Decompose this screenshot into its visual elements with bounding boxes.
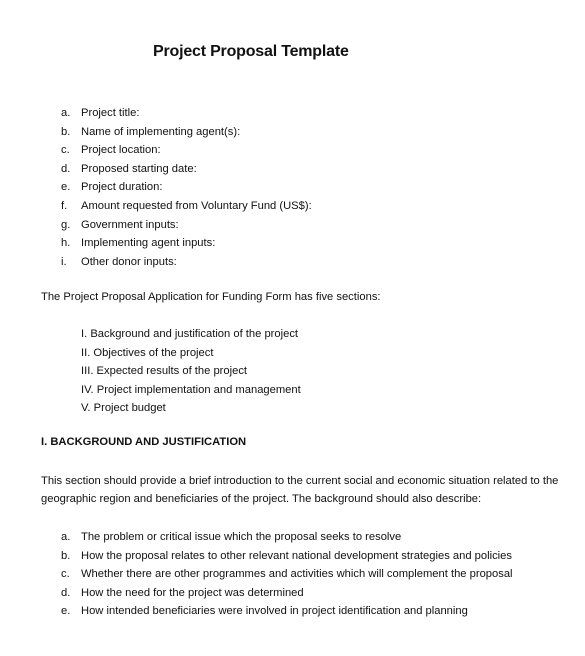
list-item — [0, 234, 585, 253]
sections-intro-paragraph: The Project Proposal Application for Funding Form has five sections: — [41, 291, 381, 303]
bottom-fade-overlay — [0, 620, 585, 656]
list-marker: h. — [61, 237, 71, 250]
background-paragraph-line-2: geographic region and beneficiaries of the project. The background should also describe: — [41, 493, 482, 505]
list-marker: c. — [61, 144, 70, 157]
list-item — [0, 123, 585, 142]
section-item: III. Expected results of the project — [81, 365, 248, 378]
list-item — [0, 104, 585, 123]
list-item — [0, 565, 585, 584]
list-item — [0, 141, 585, 160]
list-marker: e. — [61, 181, 71, 194]
list-item — [0, 178, 585, 197]
document-title: Project Proposal Template — [153, 43, 349, 60]
field-label: Project duration: — [81, 181, 163, 194]
list-marker: g. — [61, 218, 71, 231]
list-item-text: Whether there are other programmes and activities which will complement the proposal — [81, 568, 513, 581]
section-item: V. Project budget — [81, 402, 166, 415]
section-item: II. Objectives of the project — [81, 346, 214, 359]
list-item — [0, 197, 585, 216]
list-item — [0, 528, 585, 547]
field-label: Amount requested from Voluntary Fund (US$): — [81, 199, 312, 212]
list-marker: e. — [61, 605, 71, 618]
list-item — [0, 602, 585, 621]
list-marker: d. — [61, 162, 71, 175]
field-label: Name of implementing agent(s): — [81, 125, 241, 138]
project-fields-list — [0, 104, 585, 271]
list-item-text: How the proposal relates to other relevant national development strategies and policies — [81, 549, 512, 562]
list-marker: i. — [61, 255, 67, 268]
list-item-text: How the need for the project was determined — [81, 586, 304, 599]
field-label: Implementing agent inputs: — [81, 237, 216, 250]
list-item — [0, 253, 585, 272]
list-marker: b. — [61, 549, 71, 562]
background-items-list — [0, 528, 585, 621]
list-marker: a. — [61, 107, 71, 119]
sections-list — [81, 325, 301, 418]
list-item-text: How intended beneficiaries were involved in project identification and planning — [81, 605, 468, 618]
list-item — [0, 216, 585, 235]
list-marker: d. — [61, 586, 71, 599]
list-item-text: The problem or critical issue which the proposal seeks to resolve — [81, 531, 402, 543]
background-paragraph-line-1: This section should provide a brief introduction to the current social and economic situation related to the — [41, 475, 559, 487]
list-marker: b. — [61, 125, 71, 138]
list-item — [0, 547, 585, 566]
section-item: IV. Project implementation and management — [81, 383, 301, 396]
list-marker: f. — [61, 199, 68, 212]
field-label: Other donor inputs: — [81, 255, 177, 268]
field-label: Project title: — [81, 107, 140, 119]
field-label: Project location: — [81, 144, 161, 157]
background-heading: I. BACKGROUND AND JUSTIFICATION — [41, 436, 247, 448]
field-label: Government inputs: — [81, 218, 179, 231]
list-marker: a. — [61, 531, 71, 543]
list-item — [0, 160, 585, 179]
list-item — [0, 584, 585, 603]
field-label: Proposed starting date: — [81, 162, 197, 175]
list-marker: c. — [61, 568, 70, 581]
section-item: I. Background and justification of the project — [81, 328, 299, 340]
